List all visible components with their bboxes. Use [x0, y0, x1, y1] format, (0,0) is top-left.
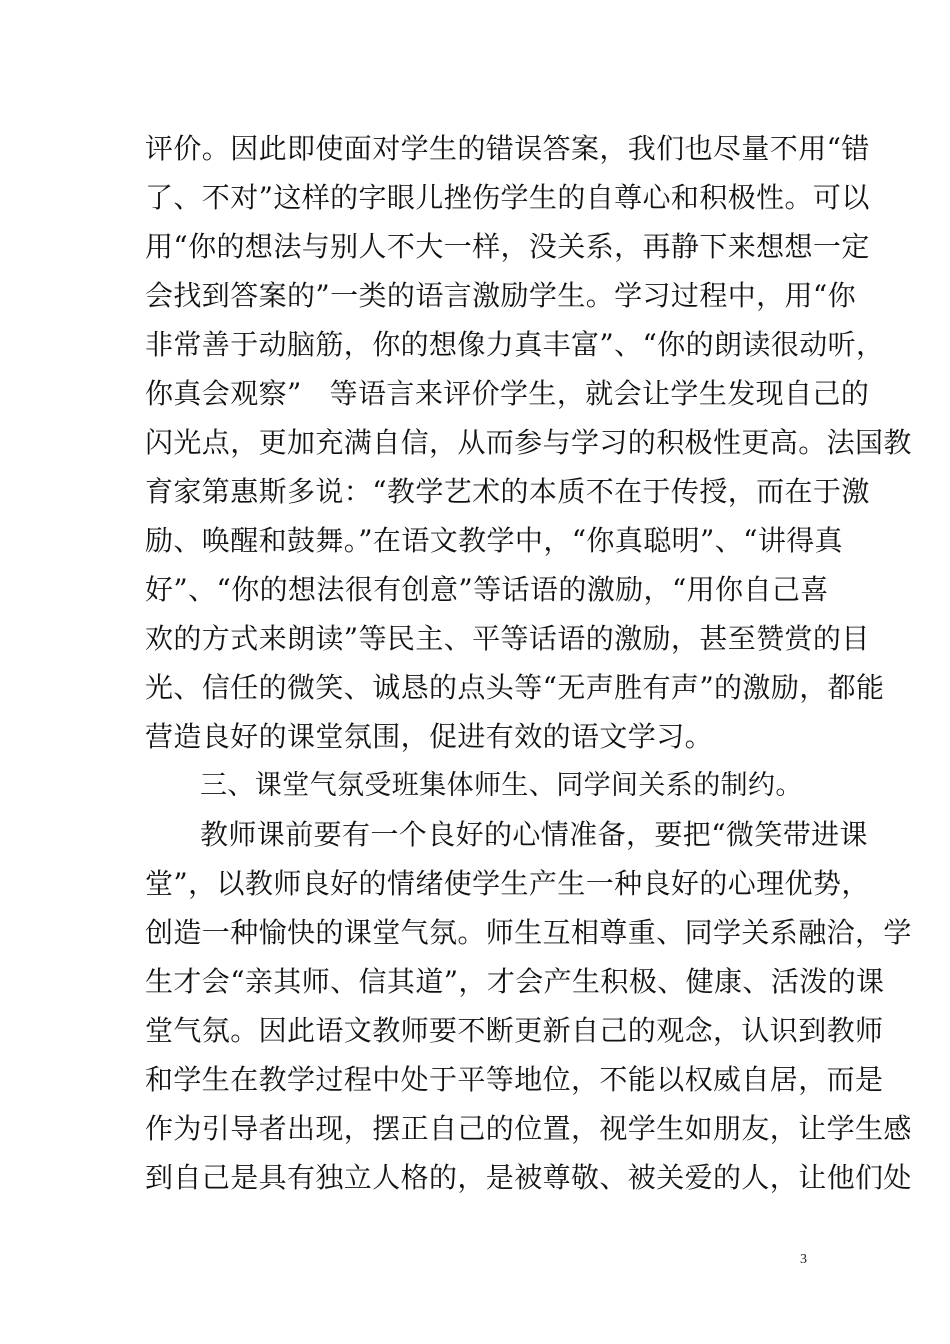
text-line: 了、不对”这样的字眼儿挫伤学生的自尊心和积极性。可以 [145, 181, 870, 214]
text-line: 你真会观察” 等语言来评价学生，就会让学生发现自己的 [145, 377, 870, 410]
text-line: 好”、“你的想法很有创意”等话语的激励，“用你自己喜 [145, 573, 829, 606]
page-number: 3 [800, 1252, 807, 1267]
text-line: 用“你的想法与别人不大一样，没关系，再静下来想想一定 [145, 230, 870, 263]
text-line: 欢的方式来朗读”等民主、平等话语的激励，甚至赞赏的目 [145, 622, 870, 655]
text-line: 堂”，以教师良好的情绪使学生产生一种良好的心理优势， [145, 867, 870, 900]
text-line: 闪光点，更加充满自信，从而参与学习的积极性更高。法国教 [145, 426, 912, 459]
text-line: 堂气氛。因此语文教师要不断更新自己的观念，认识到教师 [145, 1014, 884, 1047]
section-heading: 三、课堂气氛受班集体师生、同学间关系的制约。 [200, 770, 803, 801]
text-line: 生才会“亲其师、信其道”，才会产生积极、健康、活泼的课 [145, 965, 885, 998]
text-line: 育家第惠斯多说：“教学艺术的本质不在于传授，而在于激 [145, 475, 870, 508]
text-line: 和学生在教学过程中处于平等地位，不能以权威自居，而是 [145, 1063, 884, 1096]
text-line: 光、信任的微笑、诚恳的点头等“无声胜有声”的激励，都能 [145, 671, 885, 704]
text-line: 到自己是具有独立人格的，是被尊敬、被关爱的人，让他们处 [145, 1161, 912, 1194]
text-line: 营造良好的课堂氛围，促进有效的语文学习。 [145, 720, 714, 753]
text-line: 励、唤醒和鼓舞。”在语文教学中，“你真聪明”、“讲得真 [145, 524, 844, 557]
text-line: 非常善于动脑筋，你的想像力真丰富”、“你的朗读很动听， [145, 328, 885, 361]
text-line: 创造一种愉快的课堂气氛。师生互相尊重、同学关系融洽，学 [145, 916, 912, 949]
text-line: 会找到答案的”一类的语言激励学生。学习过程中，用“你 [145, 279, 857, 312]
text-line: 评价。因此即使面对学生的错误答案，我们也尽量不用“错 [145, 132, 870, 165]
text-line: 作为引导者出现，摆正自己的位置，视学生如朋友，让学生感 [145, 1112, 912, 1145]
text-line: 教师课前要有一个良好的心情准备，要把“微笑带进课 [200, 818, 868, 851]
